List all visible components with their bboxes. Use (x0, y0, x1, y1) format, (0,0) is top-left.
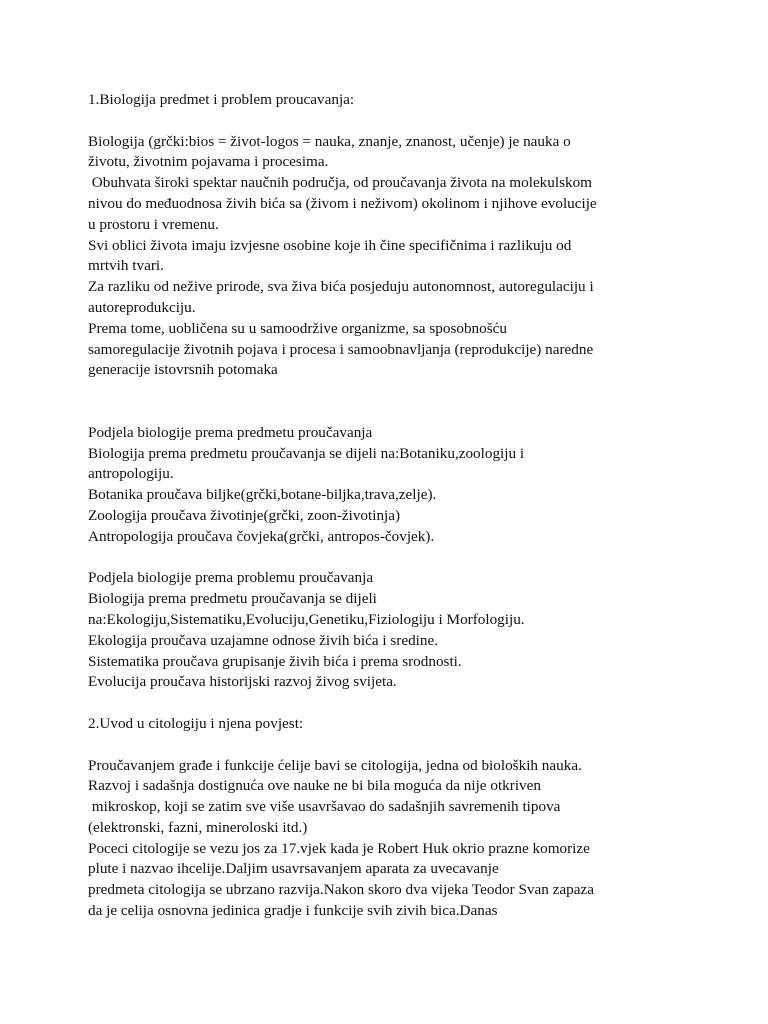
text-line: samoregulacije životnih pojava i procesa i samoobnavljanja (reprodukcije) naredne (88, 340, 594, 358)
blank-line (88, 735, 728, 756)
text-line: 2.Uvod u citologiju i njena povjest: (88, 714, 304, 732)
text-line: Biologija (grčki:bios = život-logos = nauka, znanje, znanost, učenje) je nauka o (88, 132, 571, 150)
text-line: Prema tome, uobličena su u samoodržive organizme, sa sposobnošću (88, 319, 507, 337)
text-line: plute i nazvao ihcelije.Daljim usavrsavanjem aparata za uvecavanje (88, 860, 499, 878)
text-line: životu, životnim pojavama i procesima. (88, 153, 329, 171)
text-line: mikroskop, koji se zatim sve više usavršavao do sadašnjih savremenih tipova (88, 798, 561, 816)
text-line: (elektronski, fazni, mineroloski itd.) (88, 818, 308, 836)
text-line: Podjela biologije prema predmetu proučavanja (88, 423, 373, 441)
text-line: Podjela biologije prema problemu proučavanja (88, 569, 374, 587)
text-line: Ekologija proučava uzajamne odnose živih bića i sredine. (88, 631, 439, 649)
text-line: Zoologija proučava životinje(grčki, zoon-životinja) (88, 506, 401, 524)
text-line: Proučavanjem građe i funkcije ćelije bavi se citologija, jedna od bioloških nauka. (88, 756, 582, 774)
text-line: generacije istovrsnih potomaka (88, 361, 278, 379)
text-line: Biologija prema predmetu proučavanja se dijeli (88, 590, 377, 608)
blank-line (88, 111, 728, 132)
text-line: Sistematika proučava grupisanje živih bića i prema srodnosti. (88, 652, 462, 670)
text-line: Razvoj i sadašnja dostignuća ove nauke ne bi bila moguća da nije otkriven (88, 777, 541, 795)
text-line: Antropologija proučava čovjeka(grčki, antropos-čovjek). (88, 527, 435, 545)
blank-line (88, 548, 728, 569)
text-line: autoreprodukciju. (88, 298, 196, 316)
text-line: predmeta citologija se ubrzano razvija.Nakon skoro dva vijeka Teodor Svan zapaza (88, 881, 594, 899)
text-line: mrtvih tvari. (88, 257, 164, 275)
text-line: Evolucija proučava historijski razvoj živog svijeta. (88, 673, 397, 691)
text-line: na:Ekologiju,Sistematiku,Evoluciju,Genetiku,Fiziologiju i Morfologiju. (88, 610, 525, 628)
text-line: Za razliku od nežive prirode, sva živa bića posjeduju autonomnost, autoregulaciju i (88, 278, 594, 296)
text-line: Obuhvata široki spektar naučnih područja, od proučavanja života na molekulskom (88, 174, 592, 192)
text-line: nivou do međuodnosa živih bića sa (živom i neživom) okolinom i njihove evolucije (88, 194, 597, 212)
document-page (88, 90, 728, 922)
text-line: Poceci citologije se vezu jos za 17.vjek kada je Robert Huk okrio prazne komorize (88, 839, 590, 857)
blank-line (88, 693, 728, 714)
text-line: Botanika proučava biljke(grčki,botane-biljka,trava,zelje). (88, 486, 437, 504)
text-line: Svi oblici života imaju izvjesne osobine koje ih čine specifičnima i razlikuju od (88, 236, 572, 254)
blank-line (88, 381, 728, 402)
text-line: Biologija prema predmetu proučavanja se dijeli na:Botaniku,zoologiju i (88, 444, 525, 462)
text-line: antropologiju. (88, 465, 174, 483)
text-line: da je celija osnovna jedinica gradje i funkcije svih zivih bica.Danas (88, 902, 498, 920)
text-line: 1.Biologija predmet i problem proucavanja: (88, 91, 355, 108)
blank-line (88, 402, 728, 423)
text-line: u prostoru i vremenu. (88, 215, 219, 233)
